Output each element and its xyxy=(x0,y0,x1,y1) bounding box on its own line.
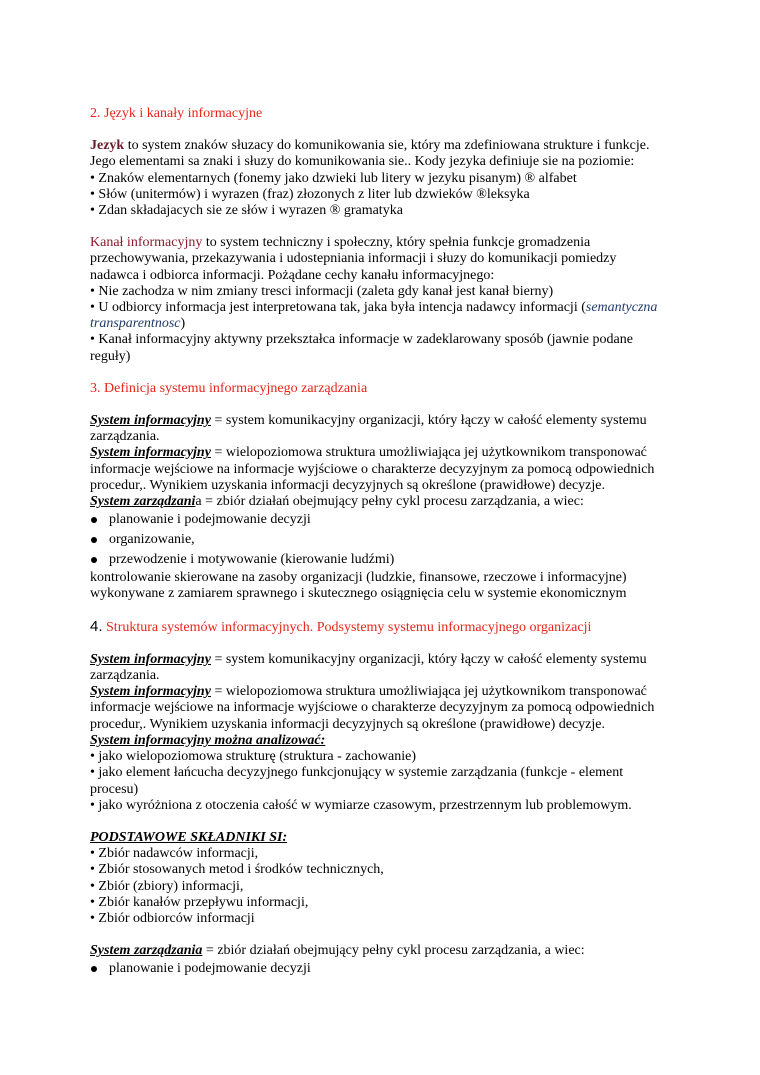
jezyk-item: • Znaków elementarnych (fonemy jako dzwieki lub litery w jezyku pisanym) ® alfabet xyxy=(90,170,577,186)
system-zarzadzania-term: System zarządzania xyxy=(90,943,203,959)
si-definition-2-line-1: System informacyjny = wielopoziomowa struktura umożliwiająca jej użytkownikom transponować xyxy=(90,445,647,461)
kontrolowanie-line-1: kontrolowanie skierowane na zasoby organizacji (ludzkie, finansowe, rzeczowe i informacyjne) xyxy=(90,570,627,586)
si-definition-1-line-1: System informacyjny = system komunikacyjny organizacji, który łączy w całość elementy systemu xyxy=(90,651,647,667)
analiz-heading-line xyxy=(90,733,670,749)
bullet-icon xyxy=(91,517,97,523)
transparentnosc-term: transparentnosc xyxy=(90,316,181,332)
system-zarzadzania-term: System zarządzani xyxy=(90,494,196,510)
kanal-definition-line-2: przechowywania, przekazywania i udostepniania informacji i słuzy do komunikacji pomiedzy xyxy=(90,251,617,267)
system-informacyjny-term: System informacyjny xyxy=(90,413,211,429)
si-definition-2-line-2: informacje wejściowe na informacje wyjściowe o charakterze decyzyjnym za pomocą odpowiednich xyxy=(90,700,655,716)
si-definition-2-line-3: procedur,. Wynikiem uzyskania informacji decyzyjnych są określone (prawidłowe) decyzje. xyxy=(90,477,605,493)
analiz-item-continuation: procesu) xyxy=(90,781,139,797)
si-definition-2-line-3: procedur,. Wynikiem uzyskania informacji decyzyjnych są określone (prawidłowe) decyzje. xyxy=(90,716,605,732)
kanal-item-continuation: reguły) xyxy=(90,348,131,364)
system-informacyjny-term: System informacyjny xyxy=(90,651,211,667)
section-4-heading: 4. Struktura systemów informacyjnych. Podsystemy systemu informacyjnego organizacji xyxy=(90,617,592,635)
kanal-item-continuation: transparentnosc) xyxy=(90,316,186,332)
analiz-item: • jako wielopoziomowa strukturę (struktura - zachowanie) xyxy=(90,749,417,765)
document-page xyxy=(90,106,670,979)
list-item: planowanie i podejmowanie decyzji xyxy=(90,510,670,530)
semantyczna-term: semantyczna xyxy=(585,300,658,316)
skladniki-item: • Zbiór kanałów przepływu informacji, xyxy=(90,894,309,910)
skladniki-heading: PODSTAWOWE SKŁADNIKI SI: xyxy=(90,829,288,845)
si-definition-2-line-2: informacje wejściowe na informacje wyjściowe o charakterze decyzyjnym za pomocą odpowiednich xyxy=(90,461,655,477)
jezyk-term: Jezyk xyxy=(90,138,125,154)
bullet-icon xyxy=(91,966,97,972)
jezyk-item: • Słów (unitermów) i wyrazen (fraz) złozonych z liter lub dzwieków ®leksyka xyxy=(90,186,530,202)
si-definition-1-line-2: zarządzania. xyxy=(90,429,160,445)
si-definition-1-line-2: zarządzania. xyxy=(90,668,160,684)
si-definition-2-line-1: System informacyjny = wielopoziomowa struktura umożliwiająca jej użytkownikom transponować xyxy=(90,684,647,700)
kanal-definition-line-1: Kanał informacyjny to system techniczny i społeczny, który spełnia funkcje gromadzenia xyxy=(90,235,591,251)
sz-definition-line: System zarządzania = zbiór działań obejmujący pełny cykl procesu zarządzania, a wiec: xyxy=(90,943,585,959)
skladniki-item: • Zbiór (zbiory) informacji, xyxy=(90,878,244,894)
kanal-term: Kanał informacyjny xyxy=(90,235,203,251)
analiz-term: System informacyjny można analizować: xyxy=(90,732,326,748)
jezyk-definition-line-1: Jezyk to system znaków słuzacy do komunikowania sie, który ma zdefiniowana strukture i funkcje. xyxy=(90,138,650,154)
kontrolowanie-line-2: wykonywane z zamiarem sprawnego i skutecznego osiągnięcia celu w systemie ekonomicznym xyxy=(90,586,627,602)
list-item: przewodzenie i motywowanie (kierowanie ludźmi) xyxy=(90,550,670,570)
analiz-item: • jako wyróżniona z otoczenia całość w wymiarze czasowym, przestrzennym lub problemowym. xyxy=(90,797,632,813)
bullet-icon xyxy=(91,537,97,543)
system-informacyjny-term: System informacyjny xyxy=(90,684,211,700)
si-definition-1-line-1: System informacyjny = system komunikacyjny organizacji, który łączy w całość elementy systemu xyxy=(90,413,647,429)
bullet-icon xyxy=(91,557,97,563)
sz-bullet-list xyxy=(90,959,670,979)
kanal-item: • Kanał informacyjny aktywny przekształca informacje w zadeklarowany sposób (jawnie podane xyxy=(90,332,633,348)
list-item: planowanie i podejmowanie decyzji xyxy=(90,959,670,979)
section-4-number: 4. xyxy=(90,617,103,635)
kanal-definition-line-3: nadawca i odbiorca informacji. Pożądane cechy kanału informacyjnego: xyxy=(90,267,495,283)
kanal-item: • Nie zachodza w nim zmiany tresci informacji (zaleta gdy kanał jest kanał bierny) xyxy=(90,283,554,299)
section-2-heading: 2. Język i kanały informacyjne xyxy=(90,106,263,121)
skladniki-item: • Zbiór nadawców informacji, xyxy=(90,846,259,862)
sz-bullet-list xyxy=(90,510,670,570)
section-3-heading: 3. Definicja systemu informacyjnego zarządzania xyxy=(90,380,368,396)
list-item: organizowanie, xyxy=(90,530,670,550)
system-informacyjny-term: System informacyjny xyxy=(90,445,211,461)
jezyk-item: • Zdan składajacych sie ze słów i wyrazen ® gramatyka xyxy=(90,203,403,219)
kanal-item: • U odbiorcy informacja jest interpretowana tak, jaka była intencja nadawcy informacji (semantyczna xyxy=(90,300,658,316)
skladniki-item: • Zbiór stosowanych metod i środków technicznych, xyxy=(90,862,384,878)
skladniki-item: • Zbiór odbiorców informacji xyxy=(90,910,255,926)
analiz-item: • jako element łańcucha decyzyjnego funkcjonujący w systemie zarządzania (funkcje - element xyxy=(90,765,624,781)
jezyk-definition-line-2: Jego elementami sa znaki i słuzy do komunikowania sie.. Kody jezyka definiuje sie na poziomie: xyxy=(90,154,635,170)
sz-definition-line: System zarządzania = zbiór działań obejmujący pełny cykl procesu zarządzania, a wiec: xyxy=(90,494,584,510)
